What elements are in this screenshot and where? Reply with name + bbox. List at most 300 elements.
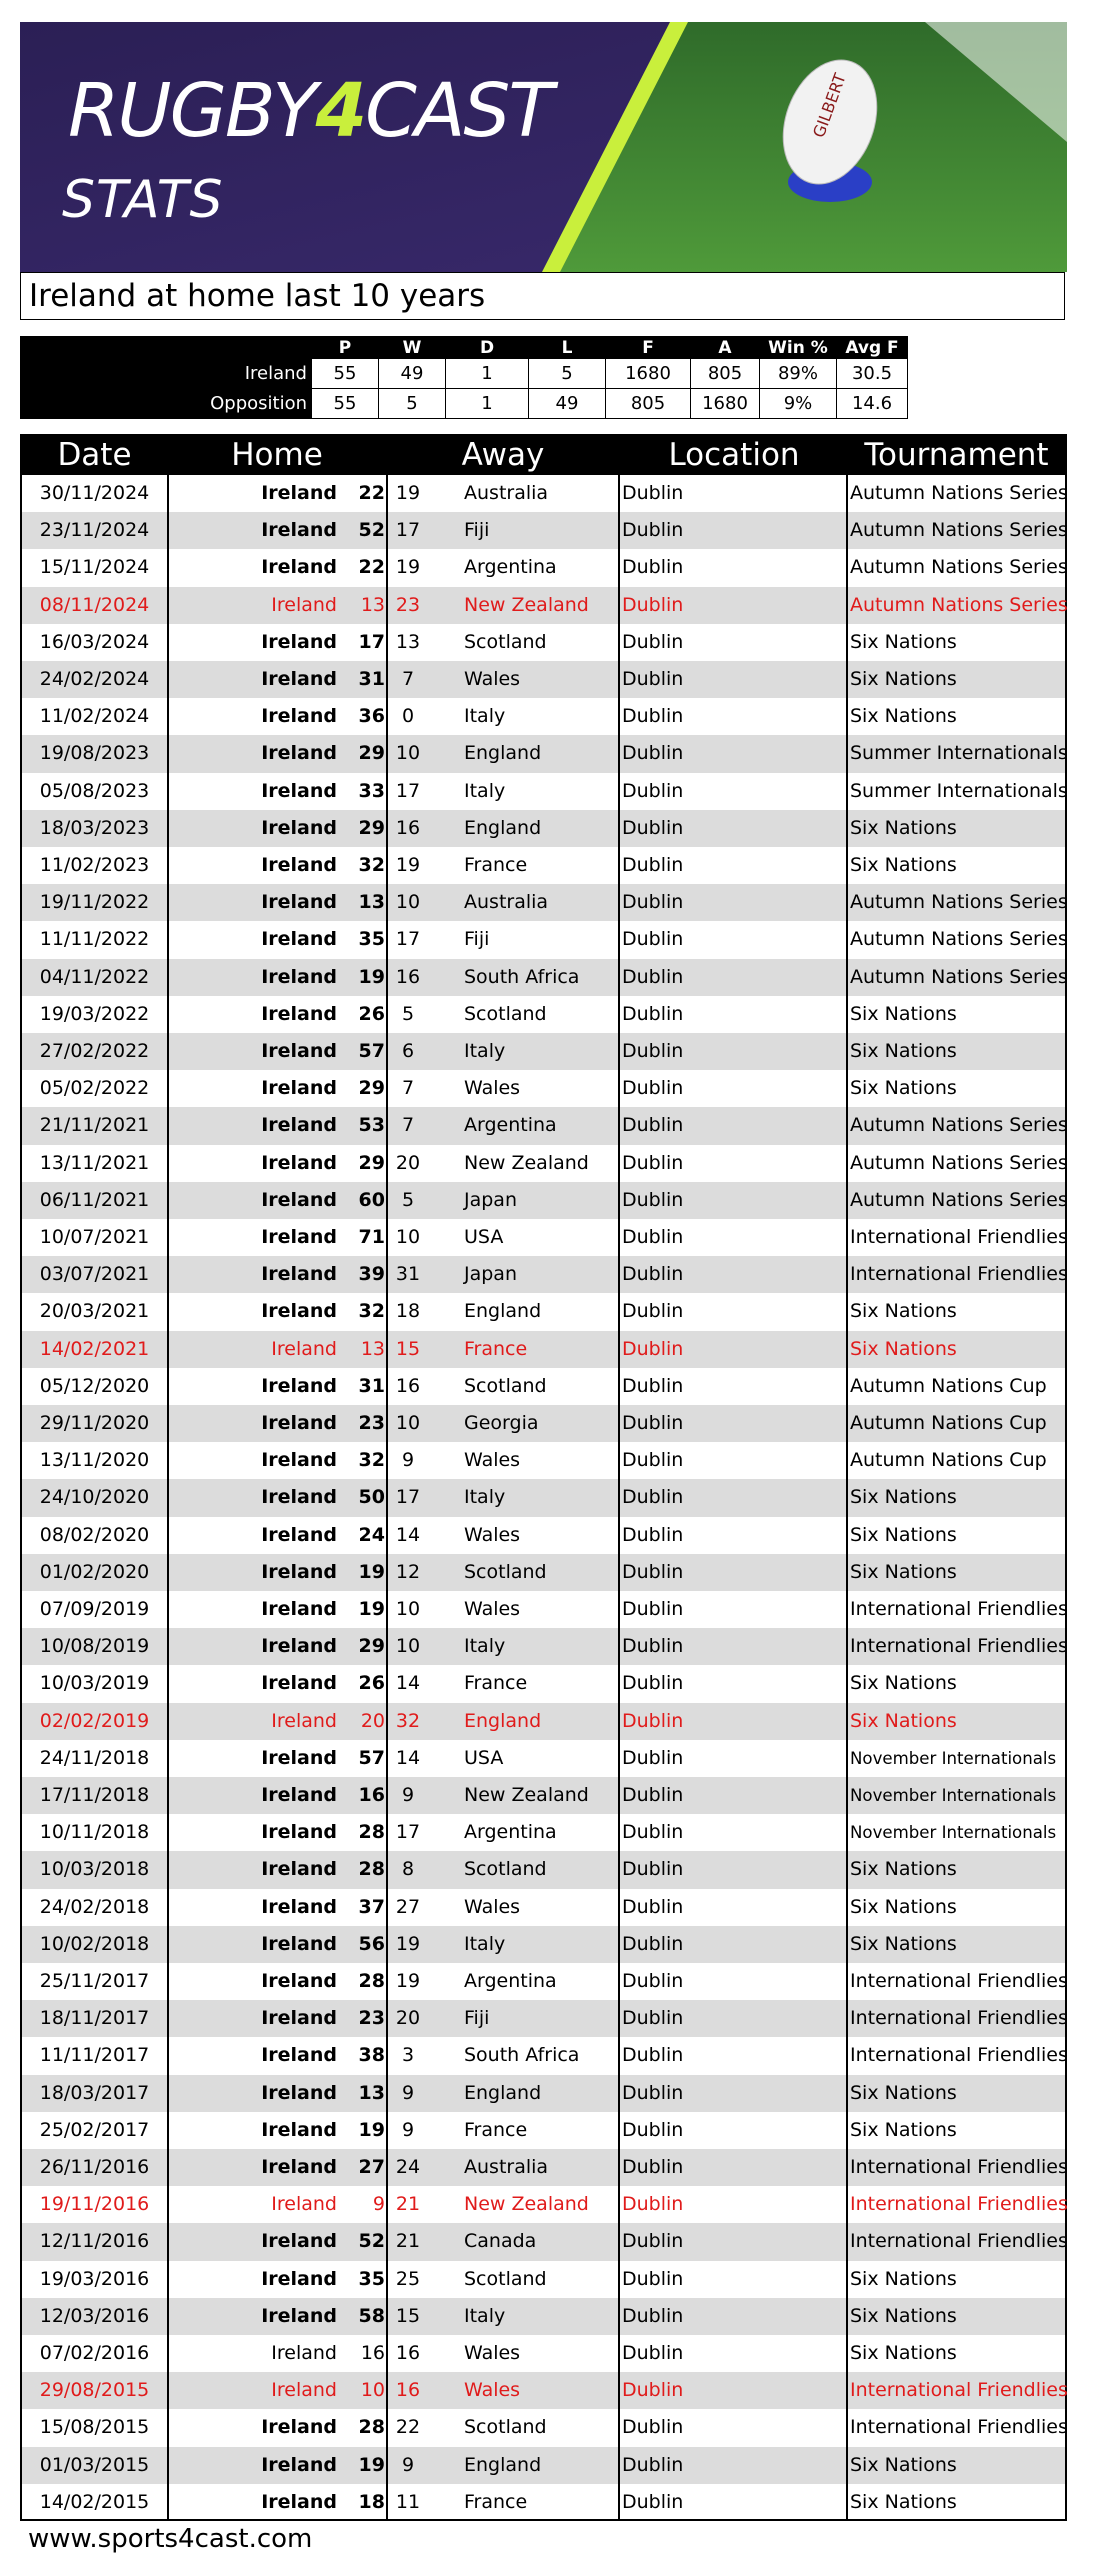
table-row (22, 2186, 1068, 2223)
away-score: 3 (401, 2044, 415, 2067)
match-date: 30/11/2024 (39, 482, 150, 504)
away-score: 9 (401, 1784, 415, 1806)
match-tournament: International Friendlies (850, 2156, 1068, 2178)
away-score: 24 (395, 2156, 421, 2178)
match-location: Dublin (622, 742, 684, 765)
away-score: 0 (401, 705, 415, 728)
header-tournament: Tournament (864, 437, 1049, 473)
away-score: 9 (401, 2118, 415, 2141)
away-score: 32 (395, 1709, 421, 1732)
match-location: Dublin (622, 1002, 684, 1025)
match-date: 24/02/2018 (39, 1895, 150, 1918)
away-team: England (464, 742, 542, 765)
match-date: 27/02/2022 (39, 1040, 150, 1062)
match-location: Dublin (622, 1449, 684, 1472)
home-team: Ireland (261, 2118, 337, 2141)
home-score: 27 (358, 2156, 385, 2178)
away-team: Fiji (464, 519, 490, 542)
home-team: Ireland (261, 1151, 337, 1174)
home-score: 28 (358, 2416, 385, 2439)
match-location: Dublin (622, 668, 684, 690)
home-score: 19 (358, 1560, 385, 1583)
home-team: Ireland (271, 1709, 337, 1732)
home-score: 19 (358, 1598, 385, 1620)
match-location: Dublin (622, 1337, 684, 1360)
match-date: 10/08/2019 (39, 1635, 150, 1658)
match-date: 15/08/2015 (39, 2416, 150, 2439)
match-location: Dublin (622, 1486, 684, 1509)
table-row (22, 1405, 1065, 1442)
away-team: Wales (464, 2379, 521, 2402)
match-tournament: International Friendlies (850, 1263, 1068, 1286)
table-row (22, 1926, 1065, 1963)
away-score: 10 (395, 891, 421, 914)
home-score: 22 (358, 556, 385, 579)
away-team: France (464, 2118, 528, 2141)
home-score: 26 (358, 1002, 385, 1025)
match-location: Dublin (622, 928, 684, 951)
away-team: France (464, 1337, 528, 1360)
away-team: Wales (464, 1523, 521, 1546)
home-score: 39 (358, 1263, 385, 1286)
match-tournament: International Friendlies (850, 2007, 1068, 2030)
home-score: 36 (358, 705, 385, 728)
table-row (22, 1182, 1068, 1219)
away-score: 19 (395, 556, 421, 579)
home-team: Ireland (261, 1226, 337, 1248)
match-location: Dublin (622, 2007, 684, 2030)
match-tournament: Autumn Nations Series (850, 556, 1068, 579)
match-location: Dublin (622, 1560, 684, 1583)
table-row (22, 587, 1068, 624)
away-team: New Zealand (464, 593, 589, 616)
summary-row-ireland: Ireland 55 49 1 5 1680 805 89% 30.5 (21, 359, 908, 389)
match-date: 18/03/2017 (39, 2081, 150, 2104)
home-score: 20 (360, 1709, 385, 1732)
header-location: Location (668, 437, 800, 473)
away-team: Canada (464, 2230, 537, 2253)
table-row (22, 773, 1068, 810)
table-row (22, 512, 1068, 549)
table-row (22, 475, 1068, 512)
match-date: 05/02/2022 (39, 1077, 150, 1100)
away-score: 10 (395, 1598, 421, 1620)
match-tournament: International Friendlies (850, 1970, 1068, 1992)
match-tournament: International Friendlies (850, 2379, 1068, 2402)
away-team: Scotland (464, 2416, 547, 2439)
table-row (22, 1033, 1065, 1070)
home-score: 16 (358, 1784, 385, 1806)
table-row (22, 698, 1065, 735)
away-team: Italy (464, 2304, 506, 2327)
away-score: 27 (395, 1895, 421, 1918)
match-date: 10/11/2018 (39, 1821, 150, 1844)
away-team: France (464, 1672, 528, 1695)
table-row (22, 959, 1068, 996)
home-team: Ireland (261, 854, 337, 876)
away-team: Scotland (464, 1374, 547, 1397)
table-row (22, 1889, 1065, 1926)
away-team: Wales (464, 668, 521, 690)
away-score: 9 (401, 2081, 415, 2104)
match-date: 25/11/2017 (39, 1970, 150, 1992)
match-date: 10/03/2019 (39, 1672, 150, 1695)
home-score: 10 (360, 2379, 385, 2402)
away-team: Scotland (464, 1858, 547, 1881)
home-score: 32 (358, 1449, 385, 1472)
match-location: Dublin (622, 2416, 684, 2439)
away-score: 23 (395, 593, 421, 616)
away-score: 16 (395, 965, 421, 988)
home-score: 29 (358, 1077, 385, 1100)
away-team: New Zealand (464, 1151, 589, 1174)
home-team: Ireland (261, 1486, 337, 1509)
home-team: Ireland (261, 2416, 337, 2439)
match-location: Dublin (622, 556, 684, 579)
home-team: Ireland (261, 779, 337, 802)
home-score: 32 (358, 1300, 385, 1323)
home-team: Ireland (261, 519, 337, 542)
match-location: Dublin (622, 1040, 684, 1062)
away-team: Georgia (464, 1412, 539, 1434)
away-score: 17 (395, 779, 421, 802)
away-score: 9 (401, 2453, 415, 2476)
match-location: Dublin (622, 2490, 684, 2513)
away-score: 6 (401, 1040, 415, 1062)
home-team: Ireland (261, 482, 337, 504)
home-team: Ireland (261, 965, 337, 988)
match-location: Dublin (622, 1784, 684, 1806)
header-away: Away (461, 437, 545, 473)
away-team: Italy (464, 1040, 506, 1062)
match-tournament: Six Nations (850, 668, 957, 690)
header-home: Home (231, 437, 323, 473)
away-score: 15 (395, 1337, 421, 1360)
summary-header-w: W (379, 337, 446, 359)
away-score: 21 (395, 2193, 421, 2216)
match-location: Dublin (622, 1374, 684, 1397)
home-team: Ireland (261, 705, 337, 728)
away-team: South Africa (464, 2044, 580, 2067)
match-date: 25/02/2017 (39, 2118, 150, 2141)
match-tournament: Six Nations (850, 1858, 957, 1881)
away-score: 14 (395, 1746, 421, 1769)
home-score: 13 (358, 2081, 385, 2104)
away-team: England (464, 1709, 542, 1732)
table-row (22, 810, 1065, 847)
home-team: Ireland (261, 2044, 337, 2067)
match-date: 08/11/2024 (39, 593, 150, 616)
match-tournament: Six Nations (850, 2118, 957, 2141)
away-score: 18 (395, 1300, 421, 1323)
table-row (22, 1665, 1065, 1702)
home-score: 60 (358, 1188, 385, 1211)
away-team: Wales (464, 1077, 521, 1100)
home-score: 71 (358, 1226, 385, 1248)
match-date: 29/08/2015 (39, 2379, 150, 2402)
away-team: Argentina (464, 556, 557, 579)
home-team: Ireland (261, 1560, 337, 1583)
match-location: Dublin (622, 1746, 684, 1769)
table-row (22, 1517, 1065, 1554)
match-tournament: Autumn Nations Series (850, 593, 1068, 616)
away-score: 10 (395, 1226, 421, 1248)
match-location: Dublin (622, 2156, 684, 2178)
home-team: Ireland (261, 1412, 337, 1434)
match-date: 20/03/2021 (39, 1300, 150, 1323)
away-team: Scotland (464, 1002, 547, 1025)
match-date: 03/07/2021 (39, 1263, 150, 1286)
home-score: 29 (358, 1635, 385, 1658)
match-tournament: Six Nations (850, 705, 957, 728)
match-tournament: Six Nations (850, 1077, 957, 1100)
summary-header-a: A (691, 337, 760, 359)
match-date: 24/02/2024 (39, 668, 150, 690)
away-score: 19 (395, 1970, 421, 1992)
match-location: Dublin (622, 816, 684, 839)
away-team: Wales (464, 1449, 521, 1472)
match-date: 17/11/2018 (39, 1784, 150, 1806)
home-team: Ireland (271, 1337, 337, 1360)
away-score: 21 (395, 2230, 421, 2253)
home-score: 19 (358, 2118, 385, 2141)
home-team: Ireland (271, 2379, 337, 2402)
home-team: Ireland (261, 1598, 337, 1620)
match-location: Dublin (622, 1263, 684, 1286)
home-score: 19 (358, 2453, 385, 2476)
home-team: Ireland (261, 630, 337, 653)
home-team: Ireland (261, 1821, 337, 1844)
home-score: 29 (358, 1151, 385, 1174)
table-row (22, 2075, 1065, 2112)
away-score: 5 (401, 1188, 415, 1211)
summary-header-win-pct: Win % (760, 337, 837, 359)
away-team: Argentina (464, 1114, 557, 1137)
home-team: Ireland (261, 1858, 337, 1881)
match-tournament: Summer Internationals (850, 779, 1068, 802)
match-date: 29/11/2020 (39, 1412, 150, 1434)
match-date: 10/07/2021 (39, 1226, 150, 1248)
home-score: 50 (358, 1486, 385, 1509)
home-score: 37 (358, 1895, 385, 1918)
away-score: 8 (401, 1858, 415, 1881)
home-score: 58 (358, 2304, 385, 2327)
table-row (22, 2112, 1065, 2149)
away-team: Argentina (464, 1821, 557, 1844)
home-team: Ireland (261, 816, 337, 839)
match-date: 08/02/2020 (39, 1523, 150, 1546)
home-score: 33 (358, 779, 385, 802)
match-tournament: Autumn Nations Series (850, 1188, 1068, 1211)
table-row (22, 1070, 1065, 1107)
away-score: 31 (395, 1263, 421, 1286)
home-team: Ireland (261, 1970, 337, 1992)
home-team: Ireland (261, 668, 337, 690)
page-title: Ireland at home last 10 years (20, 272, 1065, 320)
match-date: 05/08/2023 (39, 779, 150, 802)
match-date: 19/03/2022 (39, 1002, 150, 1025)
away-team: USA (464, 1226, 504, 1248)
match-location: Dublin (622, 1077, 684, 1100)
match-location: Dublin (622, 1412, 684, 1434)
home-team: Ireland (261, 1746, 337, 1769)
home-team: Ireland (261, 2081, 337, 2104)
match-location: Dublin (622, 2118, 684, 2141)
match-tournament: Six Nations (850, 2342, 957, 2364)
table-row (22, 1256, 1068, 1293)
away-score: 16 (395, 1374, 421, 1397)
match-date: 18/11/2017 (39, 2007, 150, 2030)
match-tournament: Six Nations (850, 1672, 957, 1695)
match-date: 10/03/2018 (39, 1858, 150, 1881)
table-row (22, 1442, 1065, 1479)
home-score: 13 (360, 1337, 385, 1360)
home-score: 29 (358, 816, 385, 839)
home-team: Ireland (261, 1263, 337, 1286)
table-row (22, 1145, 1068, 1182)
table-row (22, 2372, 1068, 2409)
away-team: Argentina (464, 1970, 557, 1992)
home-score: 23 (358, 2007, 385, 2030)
home-team: Ireland (261, 1895, 337, 1918)
home-score: 56 (358, 1932, 385, 1955)
match-tournament: Autumn Nations Series (850, 519, 1068, 542)
away-score: 10 (395, 1412, 421, 1434)
home-score: 17 (358, 630, 385, 653)
match-location: Dublin (622, 1300, 684, 1323)
away-team: Fiji (464, 2007, 490, 2030)
match-location: Dublin (622, 482, 684, 504)
home-team: Ireland (261, 1188, 337, 1211)
match-date: 13/11/2021 (39, 1151, 150, 1174)
match-date: 19/03/2016 (39, 2267, 150, 2290)
away-team: Wales (464, 2342, 521, 2364)
column-divider (846, 475, 848, 2519)
match-tournament: Autumn Nations Series (850, 891, 1068, 914)
match-location: Dublin (622, 1635, 684, 1658)
away-team: New Zealand (464, 1784, 589, 1806)
away-score: 14 (395, 1672, 421, 1695)
away-team: England (464, 2453, 542, 2476)
table-row (22, 884, 1068, 921)
table-row (22, 1293, 1065, 1330)
match-date: 21/11/2021 (39, 1114, 150, 1137)
results-table (20, 434, 1067, 2521)
table-row (22, 1331, 1065, 1368)
banner-stats-label: STATS (62, 170, 224, 230)
table-row (22, 2335, 1065, 2372)
home-team: Ireland (261, 2267, 337, 2290)
match-date: 15/11/2024 (39, 556, 150, 579)
match-date: 07/02/2016 (39, 2342, 150, 2364)
match-location: Dublin (622, 2304, 684, 2327)
home-score: 31 (358, 668, 385, 690)
match-date: 18/03/2023 (39, 816, 150, 839)
footer-url[interactable]: www.sports4cast.com (28, 2524, 313, 2554)
results-header (22, 436, 1065, 475)
table-row (22, 2298, 1065, 2335)
match-tournament: Six Nations (850, 1895, 957, 1918)
home-team: Ireland (261, 1077, 337, 1100)
home-team: Ireland (261, 742, 337, 765)
away-score: 25 (395, 2267, 421, 2290)
home-team: Ireland (261, 556, 337, 579)
column-divider (618, 475, 620, 2519)
away-team: Italy (464, 1932, 506, 1955)
away-score: 20 (395, 1151, 421, 1174)
table-row (22, 2000, 1068, 2037)
match-tournament: Six Nations (850, 1560, 957, 1583)
table-row (22, 1219, 1068, 1256)
away-score: 5 (401, 1002, 415, 1025)
match-date: 24/11/2018 (39, 1746, 150, 1769)
home-score: 28 (358, 1858, 385, 1881)
table-row (22, 549, 1068, 586)
match-tournament: Autumn Nations Series (850, 1114, 1068, 1137)
match-location: Dublin (622, 2342, 684, 2364)
away-score: 17 (395, 1821, 421, 1844)
match-tournament: Six Nations (850, 1337, 957, 1360)
away-score: 10 (395, 1635, 421, 1658)
away-team: France (464, 2490, 528, 2513)
away-team: New Zealand (464, 2193, 589, 2216)
match-tournament: Autumn Nations Cup (850, 1412, 1047, 1434)
match-location: Dublin (622, 2453, 684, 2476)
table-row (22, 735, 1068, 772)
away-team: England (464, 1300, 542, 1323)
home-score: 53 (358, 1114, 385, 1137)
match-location: Dublin (622, 1114, 684, 1137)
away-score: 17 (395, 1486, 421, 1509)
match-tournament: Six Nations (850, 2081, 957, 2104)
home-score: 13 (360, 593, 385, 616)
away-team: Italy (464, 1635, 506, 1658)
match-location: Dublin (622, 1151, 684, 1174)
away-team: South Africa (464, 965, 580, 988)
match-date: 19/11/2022 (39, 891, 150, 914)
home-score: 18 (358, 2490, 385, 2513)
away-score: 15 (395, 2304, 421, 2327)
match-location: Dublin (622, 705, 684, 728)
match-location: Dublin (622, 2230, 684, 2253)
table-row (22, 1628, 1068, 1665)
home-score: 24 (358, 1523, 385, 1546)
match-tournament: International Friendlies (850, 1598, 1068, 1620)
away-team: England (464, 816, 542, 839)
match-location: Dublin (622, 593, 684, 616)
match-tournament: Six Nations (850, 2267, 957, 2290)
match-location: Dublin (622, 1709, 684, 1732)
away-team: Australia (464, 2156, 549, 2178)
away-score: 7 (401, 1077, 415, 1100)
summary-header-f: F (606, 337, 691, 359)
away-team: Italy (464, 1486, 506, 1509)
table-row (22, 996, 1065, 1033)
match-tournament: International Friendlies (850, 2416, 1068, 2439)
match-date: 12/11/2016 (39, 2230, 150, 2253)
home-team: Ireland (261, 2007, 337, 2030)
table-row (22, 1368, 1065, 1405)
match-date: 04/11/2022 (39, 965, 150, 988)
away-team: France (464, 854, 528, 876)
match-tournament: Six Nations (850, 1002, 957, 1025)
home-team: Ireland (261, 1449, 337, 1472)
away-team: Australia (464, 891, 549, 914)
match-location: Dublin (622, 2081, 684, 2104)
home-team: Ireland (261, 2156, 337, 2178)
away-score: 14 (395, 1523, 421, 1546)
away-team: USA (464, 1746, 504, 1769)
